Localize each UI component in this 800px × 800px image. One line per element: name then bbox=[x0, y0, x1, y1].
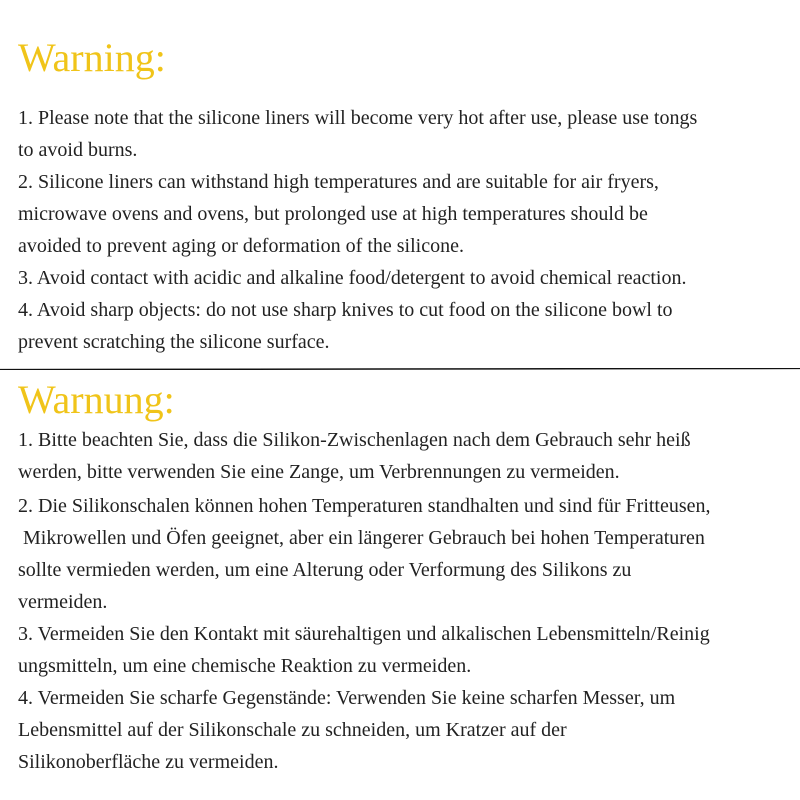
text-line: Mikrowellen und Öfen geeignet, aber ein längerer Gebrauch bei hohen Temperaturen bbox=[18, 527, 705, 549]
english-warning-item-2 bbox=[18, 166, 798, 262]
text-line: Silikonoberfläche zu vermeiden. bbox=[18, 751, 279, 773]
german-warning-item-4 bbox=[18, 682, 798, 778]
text-line: 3. Vermeiden Sie den Kontakt mit säurehaltigen und alkalischen Lebensmitteln/Reinig bbox=[18, 623, 710, 645]
text-line: avoided to prevent aging or deformation of the silicone. bbox=[18, 235, 464, 257]
warning-heading: Warning: bbox=[18, 35, 166, 80]
text-line: 3. Avoid contact with acidic and alkaline food/detergent to avoid chemical reaction. bbox=[18, 267, 687, 289]
text-line: 1. Please note that the silicone liners will become very hot after use, please use tongs bbox=[18, 107, 698, 129]
text-line: 2. Die Silikonschalen können hohen Temperaturen standhalten und sind für Fritteusen, bbox=[18, 495, 711, 517]
text-line: werden, bitte verwenden Sie eine Zange, um Verbrennungen zu vermeiden. bbox=[18, 461, 620, 483]
text-line: ungsmitteln, um eine chemische Reaktion zu vermeiden. bbox=[18, 655, 472, 677]
text-line: vermeiden. bbox=[18, 591, 108, 613]
german-warning-item-1 bbox=[18, 424, 798, 488]
text-line: prevent scratching the silicone surface. bbox=[18, 331, 330, 353]
text-line: sollte vermieden werden, um eine Alterung oder Verformung des Silikons zu bbox=[18, 559, 632, 581]
text-line: 4. Avoid sharp objects: do not use sharp knives to cut food on the silicone bowl to bbox=[18, 299, 673, 321]
english-warning-item-4 bbox=[18, 294, 798, 358]
text-line: microwave ovens and ovens, but prolonged use at high temperatures should be bbox=[18, 203, 648, 225]
text-line: Lebensmittel auf der Silikonschale zu schneiden, um Kratzer auf der bbox=[18, 719, 567, 741]
german-warning-item-2 bbox=[18, 490, 798, 618]
english-warning-item-1 bbox=[18, 102, 798, 166]
text-line: 2. Silicone liners can withstand high temperatures and are suitable for air fryers, bbox=[18, 171, 659, 193]
german-warning-item-3 bbox=[18, 618, 798, 682]
warnung-heading: Warnung: bbox=[18, 377, 175, 422]
section-divider bbox=[0, 368, 800, 370]
text-line: to avoid burns. bbox=[18, 139, 138, 161]
english-warning-item-3 bbox=[18, 262, 798, 294]
text-line: 1. Bitte beachten Sie, dass die Silikon-Zwischenlagen nach dem Gebrauch sehr heiß bbox=[18, 429, 691, 451]
text-line: 4. Vermeiden Sie scharfe Gegenstände: Verwenden Sie keine scharfen Messer, um bbox=[18, 687, 676, 709]
